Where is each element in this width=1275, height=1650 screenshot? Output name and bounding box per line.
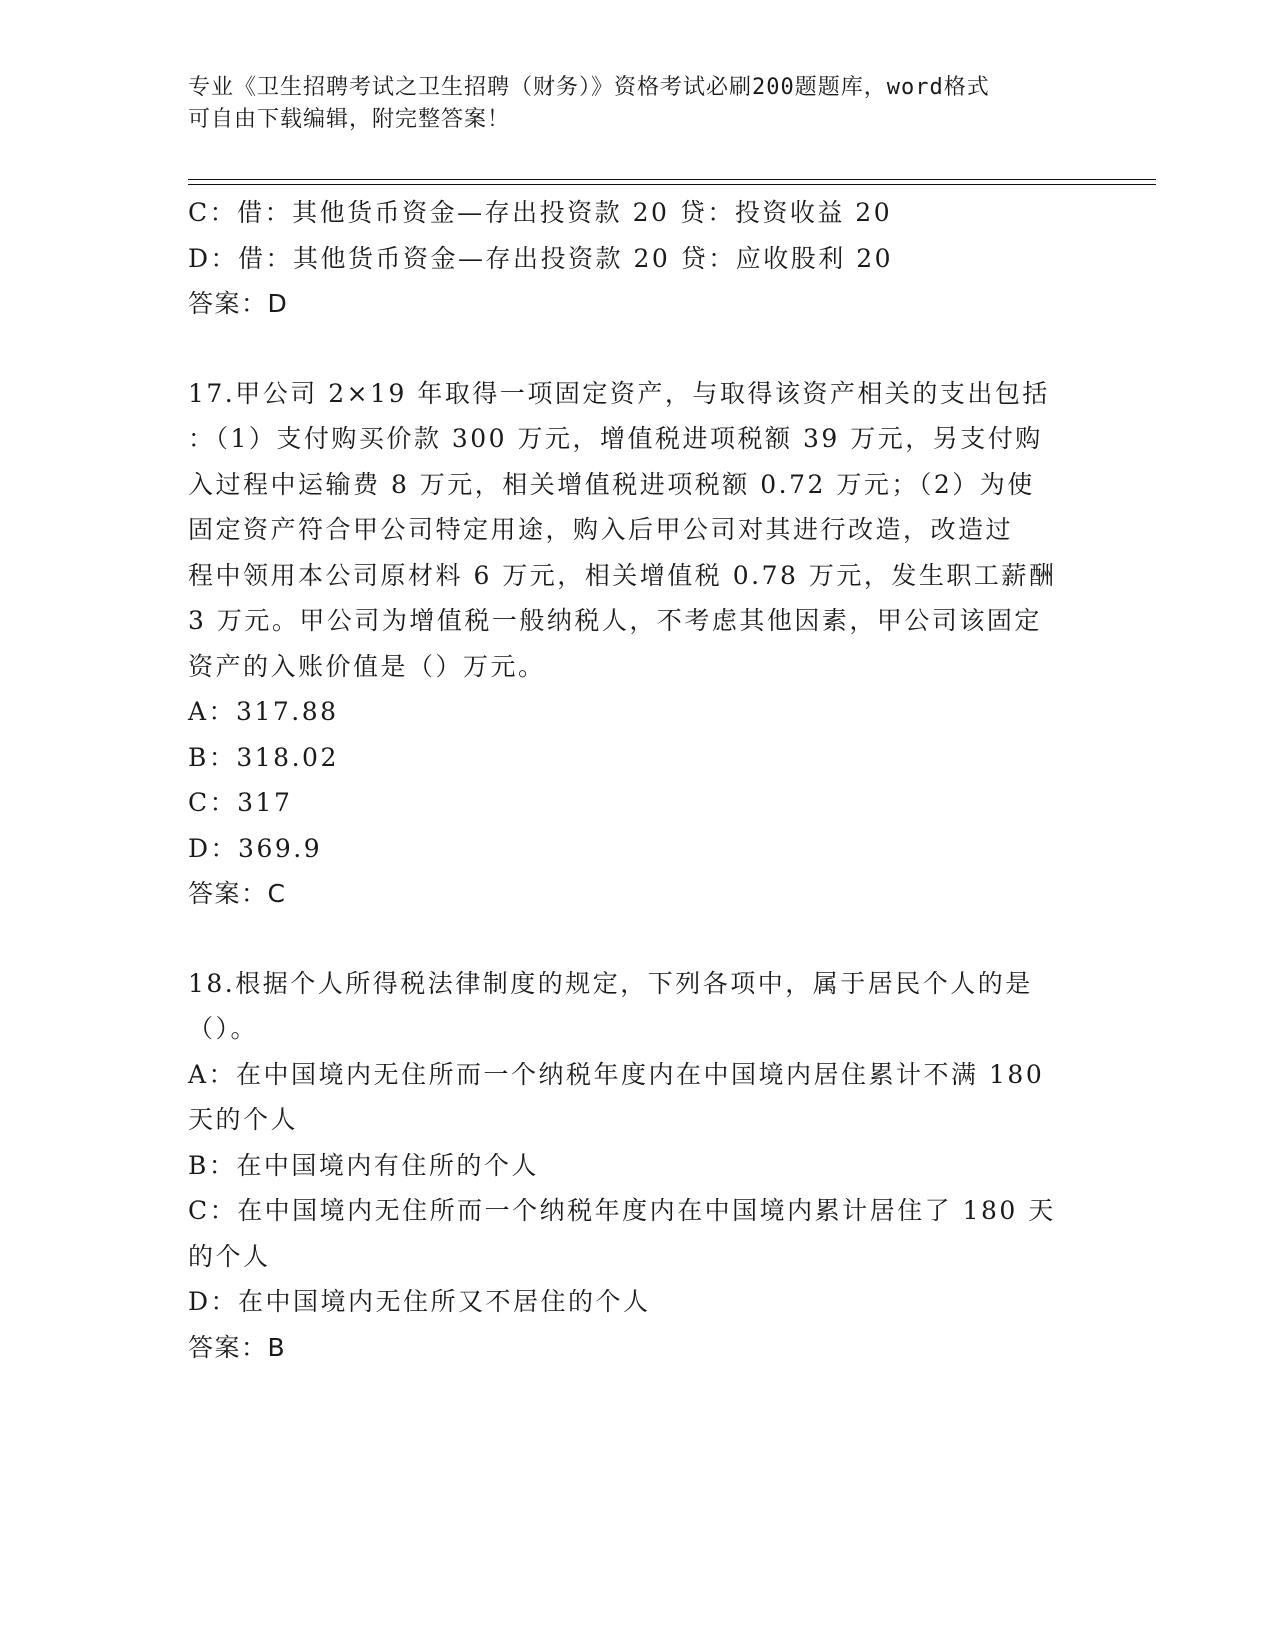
header-divider-bottom (188, 184, 1156, 185)
answer-line: 答案：D (188, 289, 289, 318)
option-b: B：在中国境内有住所的个人 (188, 1150, 539, 1180)
header-line-1: 专业《卫生招聘考试之卫生招聘（财务）》资格考试必刷200题题库，word格式 (188, 75, 990, 100)
option-d: D：在中国境内无住所又不居住的个人 (188, 1287, 651, 1316)
answer-line: 答案：C (188, 879, 287, 908)
option-d: D：369.9 (188, 833, 323, 863)
question-text (188, 961, 1088, 1052)
document-header (188, 72, 1068, 136)
question-17 (188, 371, 1088, 917)
option-b: B：318.02 (188, 742, 339, 772)
question-line: 入过程中运输费 8 万元，相关增值税进项税额 0.72 万元；（2）为使 (188, 469, 1035, 499)
question-line: 17.甲公司 2×19 年取得一项固定资产，与取得该资产相关的支出包括 (188, 378, 1050, 408)
option-c: C：在中国境内无住所而一个纳税年度内在中国境内累计居住了 180 天 (188, 1196, 1056, 1225)
question-line: 程中领用本公司原材料 6 万元，相关增值税 0.78 万元，发生职工薪酬 (188, 560, 1057, 590)
question-line: ：（1）支付购买价款 300 万元，增值税进项税额 39 万元，另支付购 (188, 424, 1043, 453)
question-line: 资产的入账价值是（）万元。 (188, 651, 546, 681)
option-c-continued: 的个人 (188, 1241, 271, 1271)
option-a: A：317.88 (188, 697, 339, 726)
option-d: D：借：其他货币资金—存出投资款 20 贷：应收股利 20 (188, 243, 894, 273)
question-line: 18.根据个人所得税法律制度的规定，下列各项中，属于居民个人的是 (188, 968, 1033, 998)
question-18 (188, 961, 1088, 1371)
question-text (188, 371, 1088, 690)
prev-question-block (188, 190, 1088, 327)
option-c: C：借：其他货币资金—存出投资款 20 贷：投资收益 20 (188, 198, 893, 227)
question-line: （）。 (188, 1014, 259, 1043)
question-line: 3 万元。甲公司为增值税一般纳税人，不考虑其他因素，甲公司该固定 (188, 606, 1042, 635)
question-line: 固定资产符合甲公司特定用途，购入后甲公司对其进行改造，改造过 (188, 515, 1014, 544)
answer-line: 答案：B (188, 1332, 287, 1362)
option-a: A：在中国境内无住所而一个纳税年度内在中国境内居住累计不满 180 (188, 1059, 1045, 1089)
option-a-continued: 天的个人 (188, 1105, 299, 1134)
header-line-2: 可自由下载编辑，附完整答案！ (188, 107, 511, 132)
document-body (188, 190, 1088, 1370)
header-divider-top (188, 179, 1156, 180)
option-c: C：317 (188, 788, 293, 817)
